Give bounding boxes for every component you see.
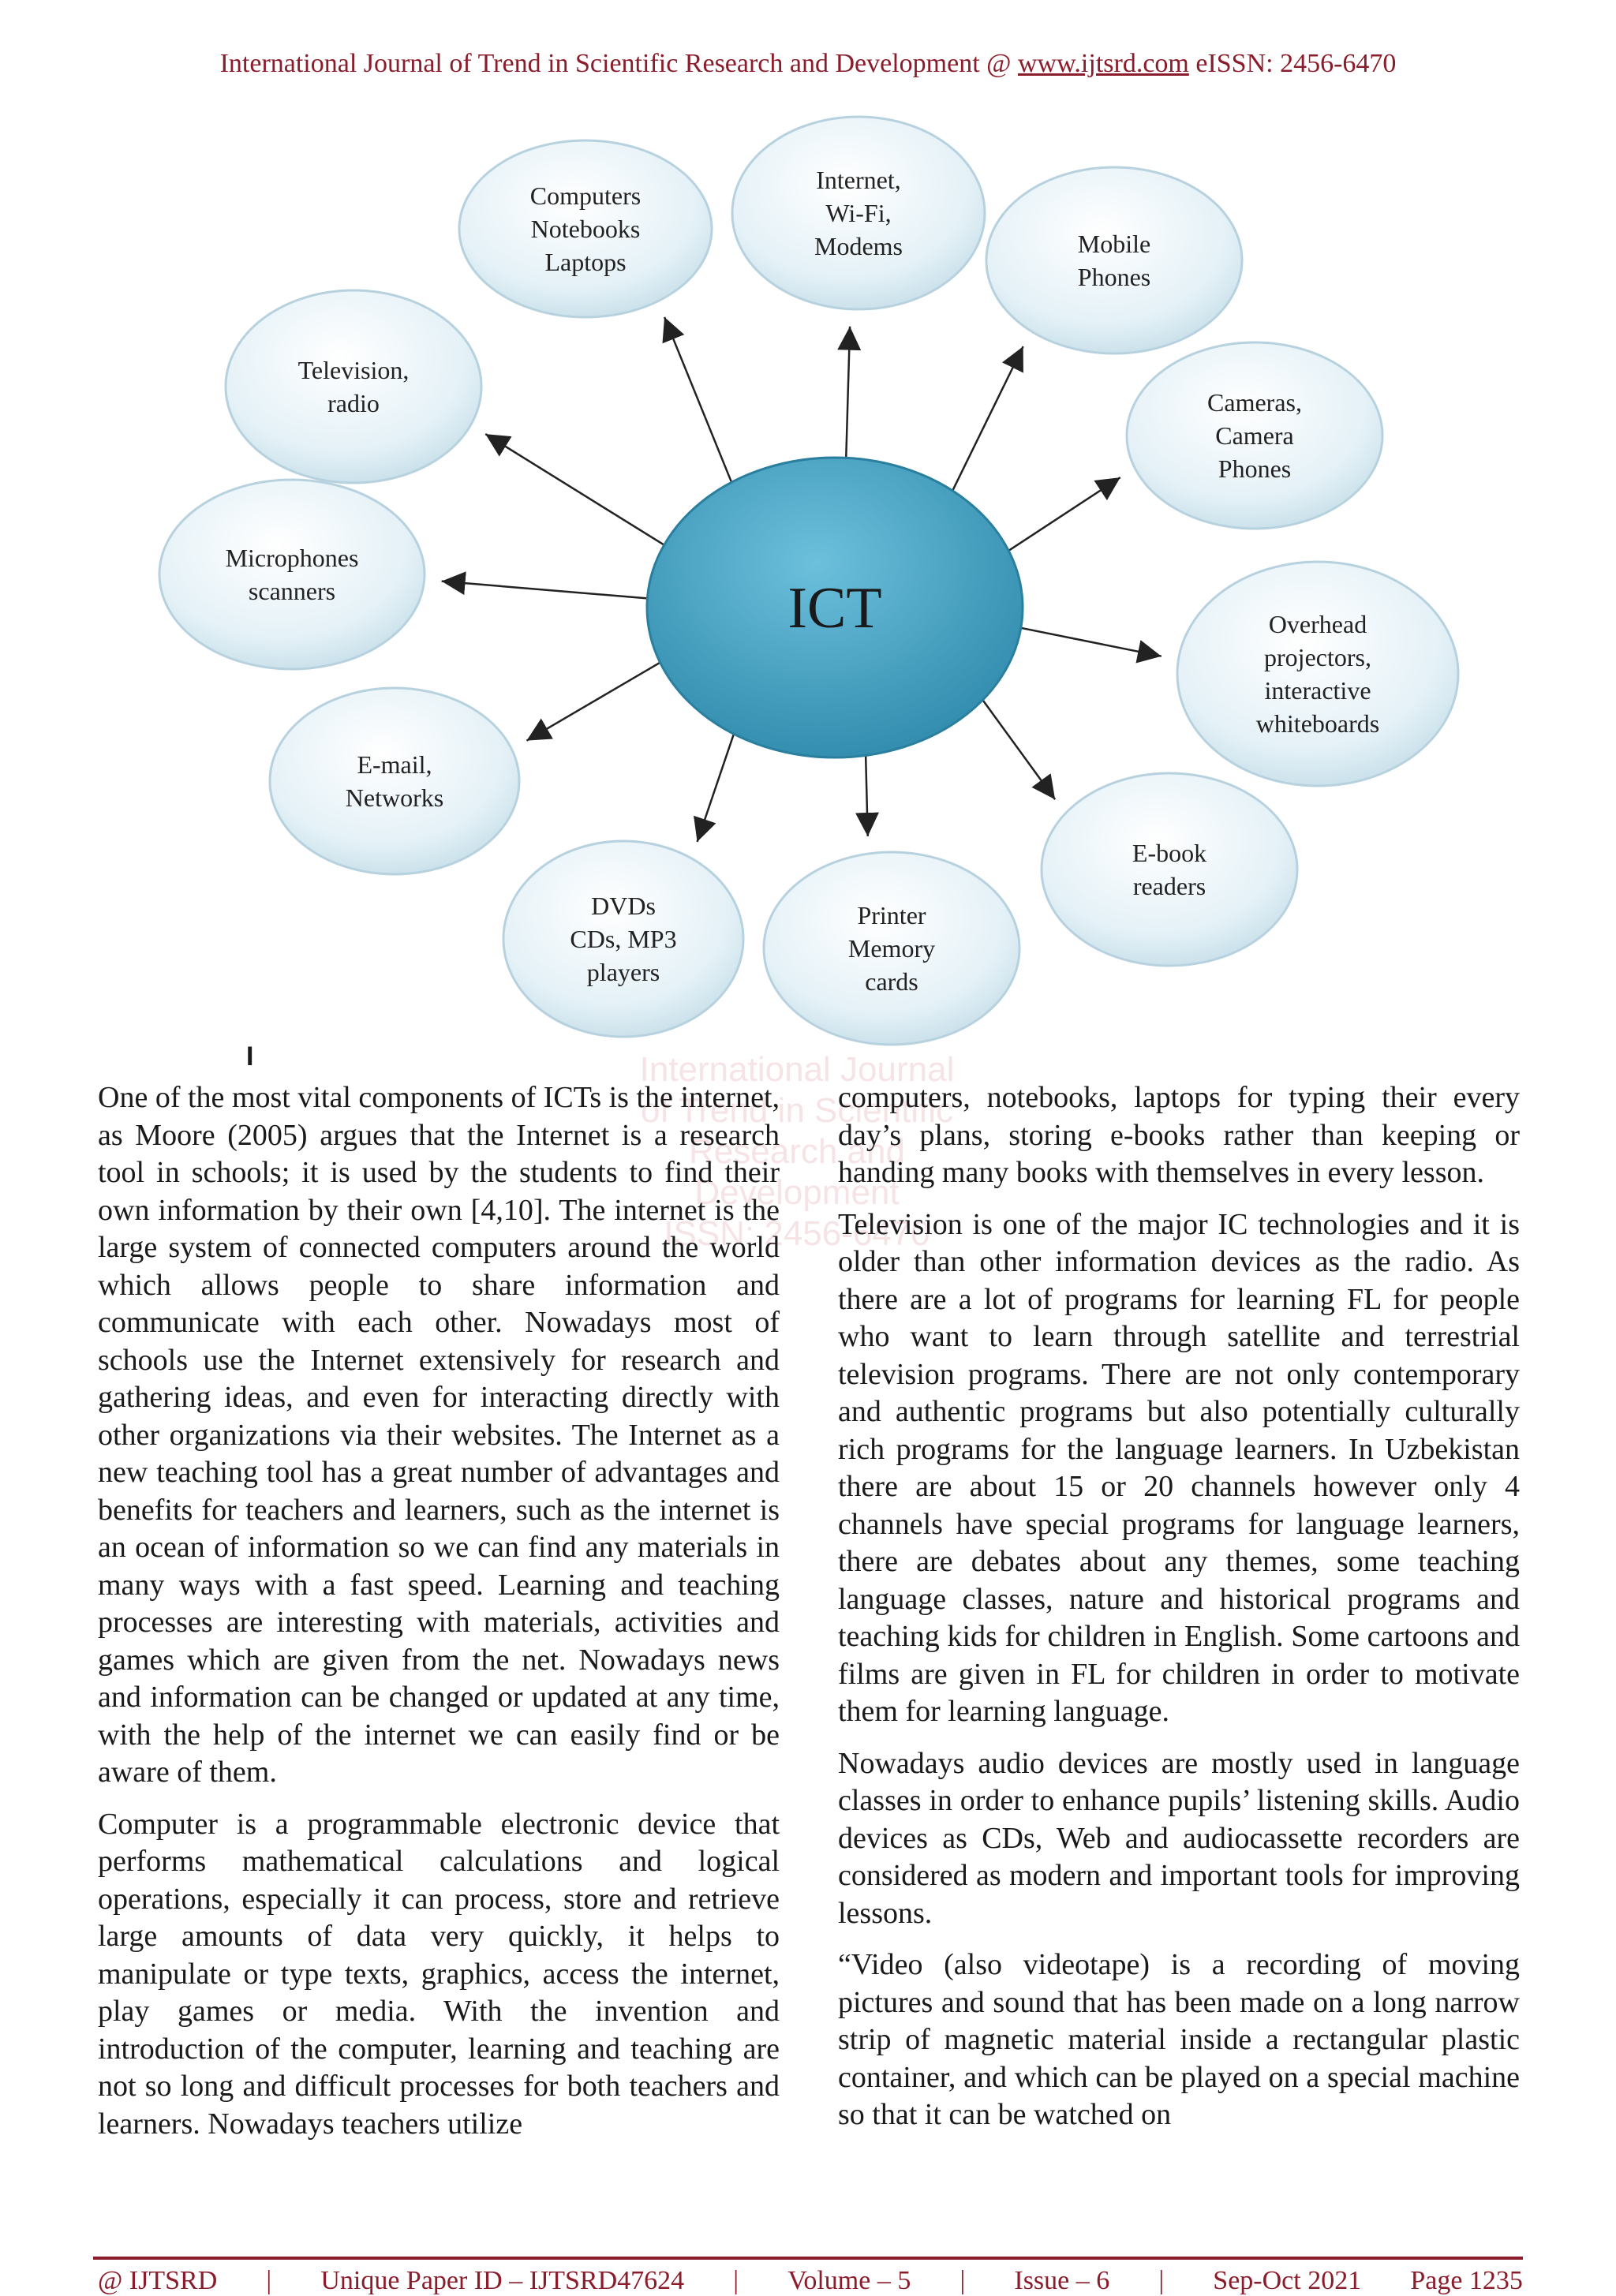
diagram-node-bubble bbox=[226, 290, 481, 483]
diagram-node-label: radio bbox=[327, 389, 380, 417]
footer-separator: | bbox=[1158, 2266, 1165, 2295]
paragraph-computer: Computer is a programmable electronic device that performs mathematical calculations and logical operations, especially it can process, store and retrieve large amounts of data very quickly, it helps to manipulate or type texts, graphics, access the internet, play games or media. With the invention and introduction of the computer, learning and teaching are not so long and difficult processes for both teachers and learners. Nowadays teachers utilize bbox=[98, 1807, 780, 2141]
diagram-node bbox=[1042, 773, 1297, 966]
right-column bbox=[838, 1079, 1520, 2148]
ict-diagram bbox=[0, 103, 1616, 1065]
watermark-line: International Journal bbox=[639, 1050, 955, 1089]
watermark-line: ISSN: 2456-6470 bbox=[664, 1214, 930, 1253]
diagram-node-label: players bbox=[586, 958, 660, 986]
diagram-node-label: whiteboards bbox=[1255, 709, 1380, 738]
footer-page-number: Page 1235 bbox=[1410, 2266, 1523, 2295]
footer-rule bbox=[93, 2257, 1523, 2260]
diagram-node bbox=[459, 140, 712, 317]
journal-name: International Journal of Trend in Scientific Research and Development @ bbox=[219, 49, 1018, 78]
diagram-node-bubble bbox=[1177, 562, 1458, 786]
diagram-node bbox=[226, 290, 481, 483]
diagram-arrow bbox=[664, 317, 731, 482]
diagram-node-label: Internet, bbox=[816, 166, 901, 194]
diagram-node-label: Microphones bbox=[225, 544, 359, 572]
diagram-node bbox=[764, 852, 1019, 1045]
diagram-node-label: readers bbox=[1132, 872, 1206, 900]
page-header bbox=[0, 49, 1616, 79]
diagram-node bbox=[270, 688, 519, 874]
diagram-node-label: CDs, MP3 bbox=[570, 925, 677, 953]
diagram-node bbox=[1127, 342, 1382, 529]
watermark-line: Research and bbox=[689, 1132, 905, 1171]
diagram-node-label: Wi-Fi, bbox=[825, 199, 892, 227]
diagram-arrow bbox=[698, 734, 734, 842]
footer-separator: | bbox=[960, 2266, 966, 2295]
diagram-arrow bbox=[485, 434, 664, 545]
journal-website-link[interactable]: www.ijtsrd.com bbox=[1017, 49, 1189, 78]
diagram-node-label: E-book bbox=[1132, 839, 1207, 867]
diagram-node bbox=[732, 117, 985, 309]
paragraph-video: “Video (also videotape) is a recording of moving pictures and sound that has been made on a long narrow strip of magnetic material inside a rectangular plastic container, and which can be played on a special machine so that it can be watched on bbox=[838, 1948, 1520, 2131]
diagram-arrow bbox=[866, 755, 868, 836]
footer-period: Sep-Oct 2021 bbox=[1213, 2266, 1362, 2295]
diagram-node-label: Networks bbox=[345, 783, 444, 812]
diagram-node-label: Printer bbox=[857, 901, 926, 929]
paragraph-audio: Nowadays audio devices are mostly used in language classes in order to enhance pupils’ listening skills. Audio devices as CDs, Web and audiocassette recorders are considered as modern and important tools for improving lessons. bbox=[838, 1746, 1520, 1930]
diagram-node-label: cards bbox=[865, 967, 918, 996]
footer-separator: | bbox=[733, 2266, 739, 2295]
diagram-arrow bbox=[846, 327, 850, 458]
diagram-node-label: scanners bbox=[248, 577, 336, 605]
stray-mark: I bbox=[246, 1041, 254, 1071]
diagram-node-label: Mobile bbox=[1077, 230, 1151, 258]
diagram-node bbox=[986, 167, 1242, 353]
diagram-arrow bbox=[442, 581, 648, 599]
diagram-node-label: Computers bbox=[529, 181, 642, 210]
paragraph-computers-continued: computers, notebooks, laptops for typing their every day’s plans, storing e-books rather than keeping or handing many books with themselves in every lesson. bbox=[838, 1081, 1520, 1189]
diagram-node-label: Phones bbox=[1077, 263, 1151, 291]
diagram-node-label: Overhead bbox=[1268, 610, 1367, 638]
diagram-arrow bbox=[1008, 477, 1120, 551]
footer-journal: @ IJTSRD bbox=[98, 2266, 218, 2295]
diagram-node-bubble bbox=[986, 167, 1242, 353]
footer-separator: | bbox=[266, 2266, 272, 2295]
diagram-node-label: Notebooks bbox=[530, 215, 641, 243]
diagram-node-label: Laptops bbox=[544, 248, 627, 276]
diagram-node-bubble bbox=[1042, 773, 1297, 966]
paragraph-internet: One of the most vital components of ICTs is the internet, as Moore (2005) argues that the Internet is a research tool in schools; it is used by the students to find their own information by their own [4,10]. The internet is the large system of connected computers around the world which allows people to share information and communicate with each other. Nowadays most of schools use the Internet extensively for research and gathering ideas, and even for interacting directly with other organizations via their websites. The Internet as a new teaching tool has a great number of advantages and benefits for teachers and learners, such as the internet is an ocean of information so we can find any materials in many ways with a fast speed. Learning and teaching processes are interesting with materials, activities and games which are given from the net. Nowadays news and information can be changed or updated at any time, with the help of the internet we can easily find or be aware of them. bbox=[98, 1081, 780, 1789]
diagram-arrow bbox=[526, 663, 660, 741]
diagram-node-label: projectors, bbox=[1264, 643, 1371, 671]
watermark-line: of Trend in Scientific bbox=[640, 1091, 954, 1130]
diagram-node-label: Phones bbox=[1218, 454, 1292, 483]
paragraph-television: Television is one of the major IC technologies and it is older than other information devices as the radio. As there are a lot of programs for learning FL for people who want to learn through satellite and terrestrial television programs. There are not only contemporary and authentic programs but also potentially culturally rich programs for the language learners. In Uzbekistan there are about 15 or 20 channels however only 4 channels have special programs for language learners, there are debates about any themes, some teaching language classes, nature and historical programs and teaching kids for children in English. Some cartoons and films are given in FL for children in order to motivate them for learning language. bbox=[838, 1207, 1520, 1728]
diagram-node-label: Cameras, bbox=[1207, 388, 1302, 417]
ict-hub-label: ICT bbox=[787, 576, 882, 641]
diagram-arrow bbox=[1021, 628, 1162, 656]
diagram-node-label: Memory bbox=[847, 934, 936, 963]
footer-issue: Issue – 6 bbox=[1014, 2266, 1110, 2295]
diagram-node-label: Modems bbox=[814, 232, 903, 260]
diagram-node bbox=[159, 480, 425, 669]
footer-volume: Volume – 5 bbox=[787, 2266, 911, 2295]
diagram-node-label: DVDs bbox=[591, 892, 656, 920]
page-footer bbox=[98, 2266, 1523, 2296]
diagram-node-bubble bbox=[270, 688, 519, 874]
diagram-node-label: Television, bbox=[297, 356, 410, 384]
ict-diagram-svg bbox=[0, 103, 1616, 1065]
diagram-arrow bbox=[982, 700, 1055, 799]
footer-paper-id: Unique Paper ID – IJTSRD47624 bbox=[320, 2266, 685, 2295]
diagram-node bbox=[503, 841, 743, 1037]
left-column bbox=[98, 1079, 780, 2157]
diagram-node-label: Camera bbox=[1215, 421, 1294, 450]
diagram-node-label: interactive bbox=[1264, 676, 1371, 705]
diagram-arrow bbox=[952, 346, 1023, 491]
diagram-node-label: E-mail, bbox=[357, 750, 432, 779]
watermark-line: Development bbox=[694, 1173, 900, 1212]
diagram-node-bubble bbox=[159, 480, 425, 669]
journal-issn: eISSN: 2456-6470 bbox=[1188, 49, 1397, 78]
diagram-node bbox=[1177, 562, 1458, 786]
